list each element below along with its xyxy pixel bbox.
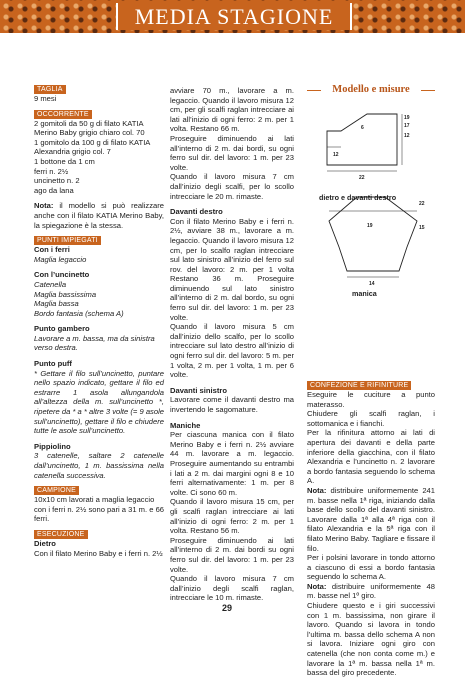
con-uncinetto-label: Con l’uncinetto	[34, 270, 90, 280]
gambero-title: Punto gambero	[34, 324, 90, 334]
stitch-name: Maglia legaccio	[34, 254, 87, 264]
nota-label: Nota:	[307, 485, 327, 495]
materials-line: 2 gomitoli da 50 g di filato KATIA Merino Baby grigio chiaro col. 70	[34, 118, 145, 138]
materials-line: uncinetto n. 2	[34, 176, 80, 186]
dim-label: 19	[404, 115, 410, 121]
stitch-name: Bordo fantasia (schema A)	[34, 308, 124, 318]
caption-sleeve: manica	[352, 289, 377, 298]
esecuzione-heading: ESECUZIONE	[34, 530, 88, 539]
materials-line: ferri n. 2½	[34, 166, 69, 176]
pattern-diagram	[307, 83, 435, 363]
taglia-heading: TAGLIA	[34, 85, 66, 94]
diagram-title: Modello e misure	[332, 84, 410, 95]
maniche-text: Quando il lavoro misura 15 cm, per gli scalfi raglan intrecciare ai lati all’inizio di ogni ferro: 2 m. per 1 volta. Restano 56 m.	[170, 497, 294, 536]
sleeve-shape	[329, 197, 417, 271]
nota-label: Nota:	[307, 581, 327, 591]
section-title: MEDIA STAGIONE	[116, 3, 352, 30]
caption-front: dietro e davanti destro	[319, 193, 397, 202]
materials-line: 1 gomitolo da 100 g di filato KATIA Alexandria grigio col. 7	[34, 137, 150, 157]
nota-paragraph	[34, 201, 164, 230]
schematic-svg	[307, 101, 435, 371]
maniche-text: Quando il lavoro misura 7 cm dall’inizio degli scalfi raglan, intrecciare le 10 m. rimaste.	[170, 574, 294, 603]
finishing-paragraph: Eseguire le cuciture a punto materasso.	[307, 390, 435, 409]
finishing-paragraph: Per la rifinitura attorno ai lati di apertura dei davanti e della parte inferiore della giacchina, con il filato Alexandria e l’uncinetto n. 2 lavorare a bordo fantasia seguendo lo schema A.	[307, 428, 435, 486]
davanti-sinistro-text: Lavorare come il davanti destro ma invertendo le sagomature.	[170, 395, 294, 414]
dietro-paragraph: Proseguire diminuendo ai lati all’interno di 2 m. dai bordi, su ogni ferro sul dir. del lavoro: 1 m. per 23 volte.	[170, 133, 294, 172]
nota-text: distribuire uniformemente 241 m. basse nella 1ª riga, iniziando dalla base dello scollo del davanti sinistro. Lavorare dalla 1ª alla 4ª riga con il filato Alexandria e la 5ª riga con il filato Merino Baby. Tagliare e fissare il filo.	[307, 485, 435, 553]
pippiolino-text: 3 catenelle, saltare 2 catenelle dall’uncinetto, 1 m. bassissima nella catenella successiva.	[34, 451, 164, 480]
dim-label: 22	[359, 175, 365, 181]
dietro-paragraph: Quando il lavoro misura 7 cm dall’inizio degli scalfi, per lo scollo intrecciare le 20 m. rimaste.	[170, 172, 294, 201]
dim-label: 12	[404, 133, 410, 139]
finishing-paragraph: Chiudere questo e i giri successivi con 1 m. bassissima, non girare il lavoro. Quando si lavora in tondo l’ultima m. bassa dello schema A non si lavora. Iniziare ogni giro con catenella (che non conta come m.) e lavorare la 1ª m. bassa nella 1ª m. bassa del giro precedente.	[307, 601, 435, 678]
maniche-text: Proseguire diminuendo ai lati all’interno di 2 m. dai bordi su ogni ferro sul dir. del lavoro: 1 m. per 23 volte.	[170, 535, 294, 574]
finishing-paragraph: Chiudere gli scalfi raglan, i sottomanica e i fianchi.	[307, 409, 435, 428]
dim-label: 15	[419, 225, 425, 231]
stitch-name: Maglia bassissima	[34, 289, 97, 299]
occorrente-heading: OCCORRENTE	[34, 110, 92, 119]
dim-label: 22	[419, 201, 425, 207]
finishing-paragraph: Per i polsini lavorare in tondo attorno a ciascuno di essi a bordo fantasia seguendo lo schema A.	[307, 553, 435, 582]
nota-label: Nota:	[34, 201, 54, 211]
dim-label: 14	[369, 281, 375, 287]
dietro-title: Dietro	[34, 538, 56, 548]
davanti-sinistro-title: Davanti sinistro	[170, 385, 227, 395]
campione-text: 10x10 cm lavorati a maglia legaccio con i ferri n. 2½ sono pari a 31 m. e 66 ferri.	[34, 495, 165, 524]
stitch-name: Maglia bassa	[34, 299, 79, 309]
finishing-nota	[307, 486, 435, 553]
dim-label: 17	[404, 123, 410, 129]
confezione-heading: CONFEZIONE E RIFINITURE	[307, 381, 411, 390]
title-rule-right	[421, 90, 435, 91]
gambero-text: Lavorare a m. bassa, ma da sinistra verso destra.	[34, 333, 155, 353]
materials-line: ago da lana	[34, 185, 74, 195]
column-left	[34, 84, 164, 558]
nota-text: distribuire uniformemente 48 m. basse nel 1º giro.	[307, 581, 435, 601]
davanti-destro-text: Quando il lavoro misura 5 cm dall’inizio dello scalfo, per lo scollo intrecciare sul lato destro all’inizio di ogni ferro sul dir. del lavoro: 5 m. per 1 volta, 2 m. per 1 volta, 1 m. per 6 volte.	[170, 322, 294, 380]
materials-line: 1 bottone da 1 cm	[34, 156, 95, 166]
davanti-destro-title: Davanti destro	[170, 207, 223, 217]
maniche-text: Per ciascuna manica con il filato Merino Baby e i ferri n. 2½ avviare 44 m. lavorare a m. legaccio. Proseguire aumentando su entrambi i lati a 2 m. dai margini ogni 8 e 10 ferri alternativamente: 1 m. per 8 volte. Ci sono 60 m.	[170, 430, 294, 497]
puff-text: * Gettare il filo sull’uncinetto, puntare nello spazio indicato, gettare il filo ed estrarre 1 asola allungandola all’altezza della m. sull’uncinetto *, ripetere da * a * altre 3 volte (= 9 asole sull’uncinetto), gettare il filo e chiudere tutte le asole sull’uncinetto.	[34, 368, 164, 436]
nota-text: il modello si può realizzare anche con il filato KATIA Merino Baby, la spiegazione è la stessa.	[34, 201, 164, 230]
dietro-paragraph: avviare 70 m., lavorare a m. legaccio. Quando il lavoro misura 12 cm, per gli scalfi raglan intrecciare ai lati all’inizio di ogni ferro: 2 m. per 1 volta. Restano 66 m.	[170, 86, 294, 134]
pippiolino-title: Pippiolino	[34, 441, 71, 451]
taglia-value: 9 mesi	[34, 94, 57, 103]
column-middle	[170, 86, 294, 603]
dim-label: 6	[361, 125, 364, 131]
davanti-destro-text: Con il filato Merino Baby e i ferri n. 2½, avviare 38 m., lavorare a m. legaccio. Quando il lavoro misura 12 cm, per lo scalfo raglan intrecciare sul lato sinistro all’inizio del ferro sul rov. del lavoro: 2 m. per 1 volta Restano 36 m. Proseguire diminuendo sul lato sinistro all’interno di 2 m. dal bordo, su ogni ferro sul dir. del lavoro: 1 m. per 23 volte.	[170, 216, 294, 322]
puff-title: Punto puff	[34, 359, 72, 369]
finishing-nota	[307, 582, 435, 601]
maniche-title: Maniche	[170, 420, 201, 430]
con-ferri-label: Con i ferri	[34, 245, 70, 255]
dietro-text: Con il filato Merino Baby e i ferri n. 2½	[34, 548, 163, 558]
dim-label: 19	[367, 223, 373, 229]
header-banner	[0, 0, 465, 33]
dim-label: 12	[333, 152, 339, 158]
campione-heading: CAMPIONE	[34, 486, 79, 495]
page-number: 29	[222, 603, 233, 613]
column-right	[307, 380, 435, 678]
stitch-name: Catenella	[34, 279, 67, 289]
punti-heading: PUNTI IMPIEGATI	[34, 236, 101, 245]
